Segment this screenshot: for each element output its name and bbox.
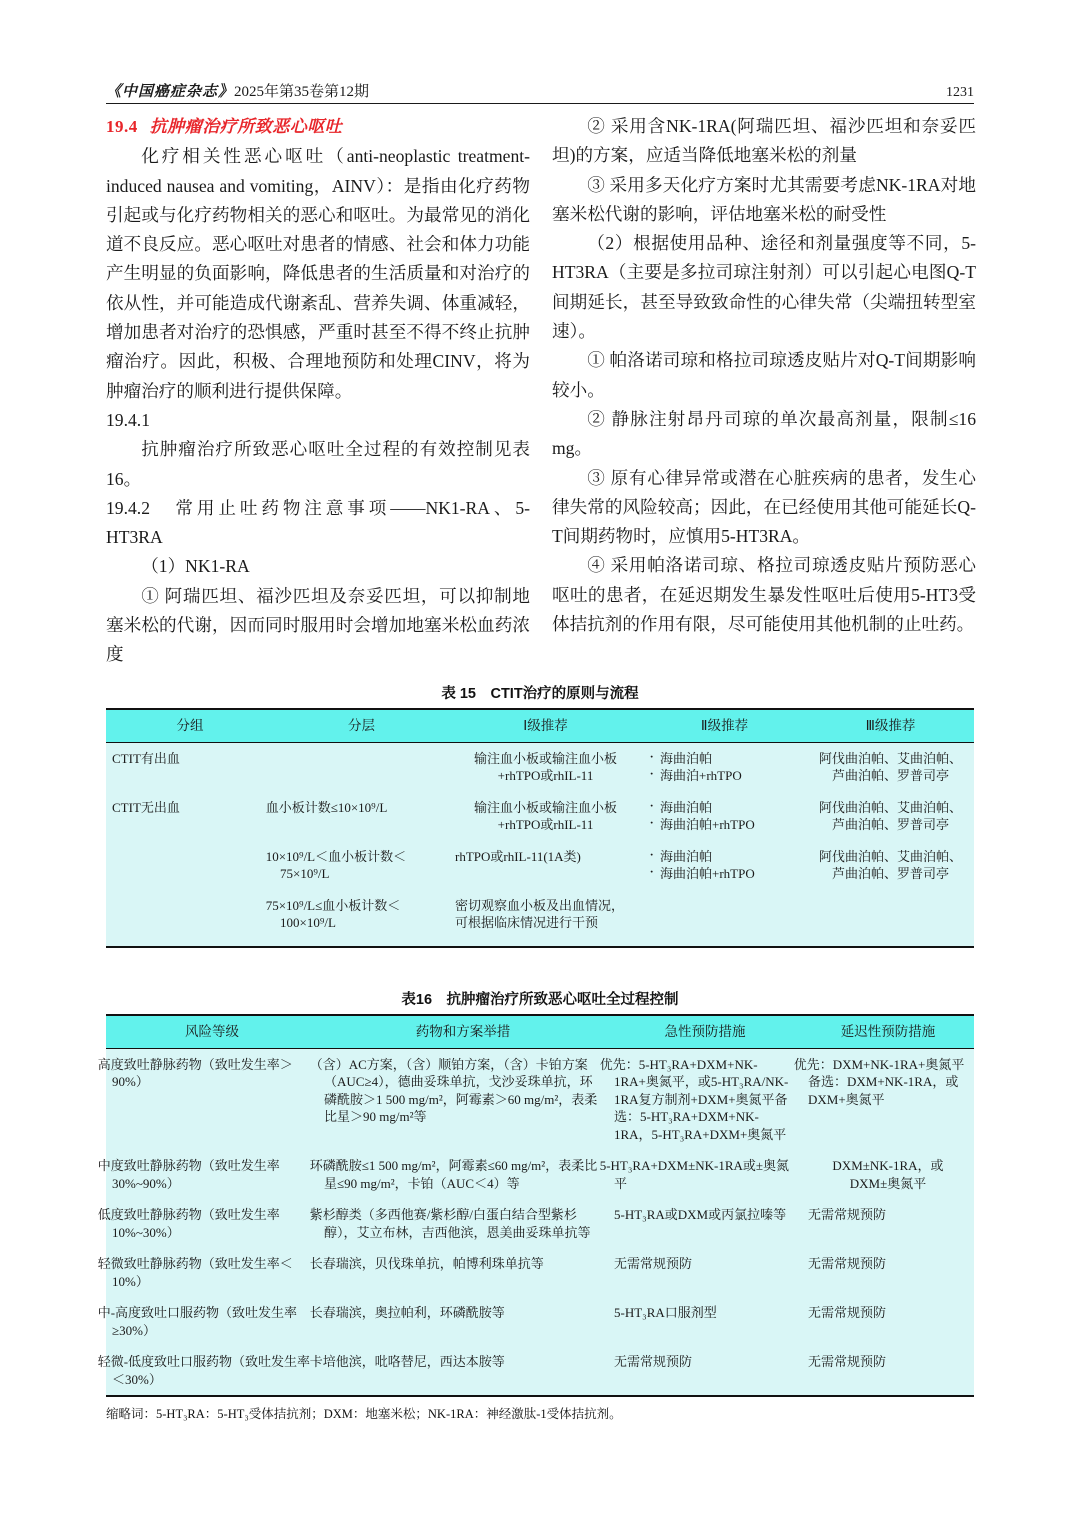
t15-r2-level1: rhTPO或rhIL-11(1A类) xyxy=(455,848,581,864)
t16-r2-drugs: 紫杉醇类（多西他赛/紫杉醇/白蛋白结合型紫杉醇），艾立布林，吉西他滨，恩美曲妥珠单抗等 xyxy=(309,1207,591,1240)
t15-r2-stratum: 10×10⁹/L＜血小板计数＜75×10⁹/L xyxy=(265,848,407,881)
item-1-sub-3: ③ 采用多天化疗方案时尤其需要考虑NK-1RA对地塞米松代谢的影响，评估地塞米松的耐受性 xyxy=(552,174,976,224)
t16-r4-drugs: 长春瑞滨，奥拉帕利，环磷酰胺等 xyxy=(309,1305,505,1320)
t16-r3-risk: 轻微致吐静脉药物（致吐发生率＜10%） xyxy=(97,1256,293,1289)
item-1-label-nk1ra: （1）NK1-RA xyxy=(141,556,250,577)
page-number: 1231 xyxy=(946,85,974,100)
table-row xyxy=(106,1199,974,1248)
item-2-sub-2: ② 静脉注射昂丹司琼的单次最高剂量，限制≤16 mg。 xyxy=(552,408,976,459)
t16-r5-risk: 轻微-低度致吐口服药物（致吐发生率＜30%） xyxy=(97,1354,311,1387)
t15-r2-level2 xyxy=(642,841,807,890)
subsection-heading-19-4-2: 19.4.2 常用止吐药物注意事项——NK1-RA、5-HT3RA xyxy=(106,497,530,548)
table-row xyxy=(106,792,974,841)
t16-r1-delayed: DXM±NK-1RA，或DXM±奥氮平 xyxy=(832,1158,944,1191)
table-16-caption: 表16 抗肿瘤治疗所致恶心呕吐全过程控制 xyxy=(401,992,679,1008)
t15-r0-level2-list xyxy=(648,750,801,785)
t16-r4-delayed: 无需常规预防 xyxy=(808,1305,887,1320)
subsection-number-19-4-1: 19.4.1 xyxy=(106,409,150,430)
list-item: · 海曲泊+rhTPO xyxy=(648,767,801,785)
table-16-block xyxy=(97,988,974,1422)
table-16-header-row xyxy=(106,1015,974,1048)
t15-r2-group xyxy=(106,841,274,890)
t16-r1-acute: 5-HT₃RA+DXM±NK-1RA或±奥氮平 xyxy=(599,1158,790,1191)
list-item: · 海曲泊帕+rhTPO xyxy=(648,816,801,834)
table-row xyxy=(106,1150,974,1199)
section-number: 19.4 xyxy=(106,117,138,136)
t16-r5-delayed: 无需常规预防 xyxy=(808,1354,887,1369)
section-heading-19-4 xyxy=(106,112,530,141)
t16-r0-acute: 优先：5-HT₃RA+DXM+NK-1RA+奥氮平，或5-HT₃RA/NK-1RA复方制剂+DXM+奥氮平备选：5-HT₃RA+DXM+NK-1RA，5-HT₃RA+DXM+奥氮平 xyxy=(599,1056,789,1142)
t15-r2-level2-list xyxy=(648,848,801,883)
table-15-col-header-level3: Ⅲ级推荐 xyxy=(807,709,974,742)
running-head xyxy=(106,76,974,104)
t15-r1-level1: 输注血小板或输注血小板+rhTPO或rhIL-11 xyxy=(473,799,617,832)
section-title: 抗肿瘤治疗所致恶心呕吐 xyxy=(149,117,343,136)
t16-r1-risk: 中度致吐静脉药物（致吐发生率30%~90%） xyxy=(97,1158,280,1191)
t16-r5-acute: 无需常规预防 xyxy=(614,1354,693,1369)
paragraph-19-4-1-body: 抗肿瘤治疗所致恶心呕吐全过程的有效控制见表16。 xyxy=(106,439,530,489)
t15-r3-group xyxy=(106,890,274,947)
t16-r3-delayed: 无需常规预防 xyxy=(808,1256,887,1271)
table-15-col-header-stratum: 分层 xyxy=(274,709,449,742)
table-16-col-header-delayed: 延迟性预防措施 xyxy=(802,1015,974,1048)
t16-r2-delayed: 无需常规预防 xyxy=(808,1207,887,1222)
paragraph-ainv-definition: 化疗相关性恶心呕吐（anti-neoplastic treatment-induced nausea and vomiting，AINV）：是指由化疗药物引起或与化疗药物相关的恶心和呕吐。为最常见的消化道不良反应。恶心呕吐对患者的情感、社会和体力功能产生明显的负面影响，降低患者的生活质量和对治疗的依从性，并可能造成代谢紊乱、营养失调、体重减轻，增加患者对治疗的恐惧感，严重时甚至不得不终止抗肿瘤治疗。因此，积极、合理地预防和处理CINV，将为肿瘤治疗的顺利进行提供保障。 xyxy=(106,146,530,401)
table-16-footnote: 缩略词：5-HT₃RA：5-HT₃受体拮抗剂；DXM：地塞米松；NK-1RA：神经激肽-1受体拮抗剂。 xyxy=(106,1407,622,1421)
left-column xyxy=(106,112,530,670)
item-1-sub-1: ① 阿瑞匹坦、福沙匹坦及奈妥匹坦，可以抑制地塞米松的代谢，因而同时服用时会增加地塞米松血药浓度 xyxy=(106,585,530,665)
t16-r0-risk: 高度致吐静脉药物（致吐发生率＞90%） xyxy=(97,1056,293,1089)
journal-issue: 2025年第35卷第12期 xyxy=(234,84,370,100)
table-16 xyxy=(97,1014,974,1397)
t16-r4-risk: 中-高度致吐口服药物（致吐发生率≥30%） xyxy=(97,1305,298,1338)
table-15-block xyxy=(106,682,974,948)
t15-r3-level3 xyxy=(807,890,974,947)
table-row xyxy=(106,1297,974,1346)
table-row xyxy=(106,742,974,792)
list-item: · 海曲泊帕 xyxy=(648,848,801,866)
list-item: · 海曲泊帕 xyxy=(648,799,801,817)
item-2-sub-3: ③ 原有心律异常或潜在心脏疾病的患者，发生心律失常的风险较高；因此，在已经使用其他可能延长Q-T间期药物时，应慎用5-HT3RA。 xyxy=(552,467,976,547)
t15-r3-level1: 密切观察血小板及出血情况，可根据临床情况进行干预 xyxy=(455,897,625,930)
table-15-col-header-level1: Ⅰ级推荐 xyxy=(449,709,642,742)
table-row xyxy=(106,1346,974,1396)
t15-r1-level2 xyxy=(642,792,807,841)
t15-r0-level3: 阿伐曲泊帕、艾曲泊帕、芦曲泊帕、罗普司亭 xyxy=(818,750,962,783)
t15-r1-level2-list xyxy=(648,799,801,834)
t16-r4-acute: 5-HT₃RA口服剂型 xyxy=(614,1305,717,1320)
t16-r5-drugs: 卡培他滨，吡咯替尼，西达本胺等 xyxy=(309,1354,505,1369)
t16-r2-acute: 5-HT₃RA或DXM或丙氯拉嗪等 xyxy=(614,1207,787,1222)
table-row xyxy=(106,1248,974,1297)
list-item: · 海曲泊帕+rhTPO xyxy=(648,865,801,883)
t15-r3-level2 xyxy=(642,890,807,947)
table-15-col-header-group: 分组 xyxy=(106,709,274,742)
t15-r2-level3: 阿伐曲泊帕、艾曲泊帕、芦曲泊帕、罗普司亭 xyxy=(818,848,962,881)
item-2-sub-4: ④ 采用帕洛诺司琼、格拉司琼透皮贴片预防恶心呕吐的患者，在延迟期发生暴发性呕吐后使用5-HT3受体拮抗剂的作用有限，尽可能使用其他机制的止吐药。 xyxy=(552,555,976,635)
t16-r0-drugs: （含）AC方案，（含）顺铂方案，（含）卡铂方案（AUC≥4），德曲妥珠单抗，戈沙妥珠单抗，环磷酰胺＞1 500 mg/m²，阿霉素＞60 mg/m²，表柔比星＞90 mg/m²等 xyxy=(309,1056,598,1124)
t15-r3-stratum: 75×10⁹/L≤血小板计数＜100×10⁹/L xyxy=(265,897,401,930)
table-16-col-header-risk: 风险等级 xyxy=(106,1015,318,1048)
item-1-sub-2: ② 采用含NK-1RA(阿瑞匹坦、福沙匹坦和奈妥匹坦)的方案，应适当降低地塞米松的剂量 xyxy=(552,116,976,166)
t15-r1-level3: 阿伐曲泊帕、艾曲泊帕、芦曲泊帕、罗普司亭 xyxy=(818,799,962,832)
t16-r2-risk: 低度致吐静脉药物（致吐发生率10%~30%） xyxy=(97,1207,280,1240)
table-row xyxy=(106,1048,974,1150)
t15-r0-level2 xyxy=(642,742,807,792)
table-15-col-header-level2: Ⅱ级推荐 xyxy=(642,709,807,742)
t15-r1-stratum: 血小板计数≤10×10⁹/L xyxy=(265,799,388,815)
table-row xyxy=(106,890,974,947)
journal-title: 《中国癌症杂志》 xyxy=(106,84,235,100)
table-16-col-header-acute: 急性预防措施 xyxy=(608,1015,802,1048)
t16-r0-delayed: 优先：DXM+NK-1RA+奥氮平备选：DXM+NK-1RA，或DXM+奥氮平 xyxy=(793,1056,965,1107)
right-column xyxy=(552,112,976,639)
table-15 xyxy=(106,708,974,948)
running-head-left xyxy=(106,80,369,101)
t15-r1-group: CTIT无出血 xyxy=(112,799,180,815)
t15-r0-group: CTIT有出血 xyxy=(112,750,180,766)
t16-r1-drugs: 环磷酰胺≤1 500 mg/m²，阿霉素≤60 mg/m²，表柔比星≤90 mg/m²，卡铂（AUC＜4）等 xyxy=(309,1158,598,1191)
item-2-sub-1: ① 帕洛诺司琼和格拉司琼透皮贴片对Q-T间期影响较小。 xyxy=(552,350,976,400)
table-row xyxy=(106,841,974,890)
t15-r0-level1: 输注血小板或输注血小板+rhTPO或rhIL-11 xyxy=(473,750,617,783)
t16-r3-acute: 无需常规预防 xyxy=(614,1256,693,1271)
t15-r0-stratum xyxy=(274,742,449,792)
table-15-caption: 表 15 CTIT治疗的原则与流程 xyxy=(441,686,639,702)
list-item: · 海曲泊帕 xyxy=(648,750,801,768)
item-2-label-5ht3ra: （2）根据使用品种、途径和剂量强度等不同，5-HT3RA（主要是多拉司琼注射剂）可以引起心电图Q-T间期延长，甚至导致致命性的心律失常（尖端扭转型室速）。 xyxy=(552,233,976,342)
table-15-header-row xyxy=(106,709,974,742)
t16-r3-drugs: 长春瑞滨，贝伐珠单抗，帕博利珠单抗等 xyxy=(309,1256,544,1271)
table-16-col-header-drugs: 药物和方案举措 xyxy=(318,1015,608,1048)
